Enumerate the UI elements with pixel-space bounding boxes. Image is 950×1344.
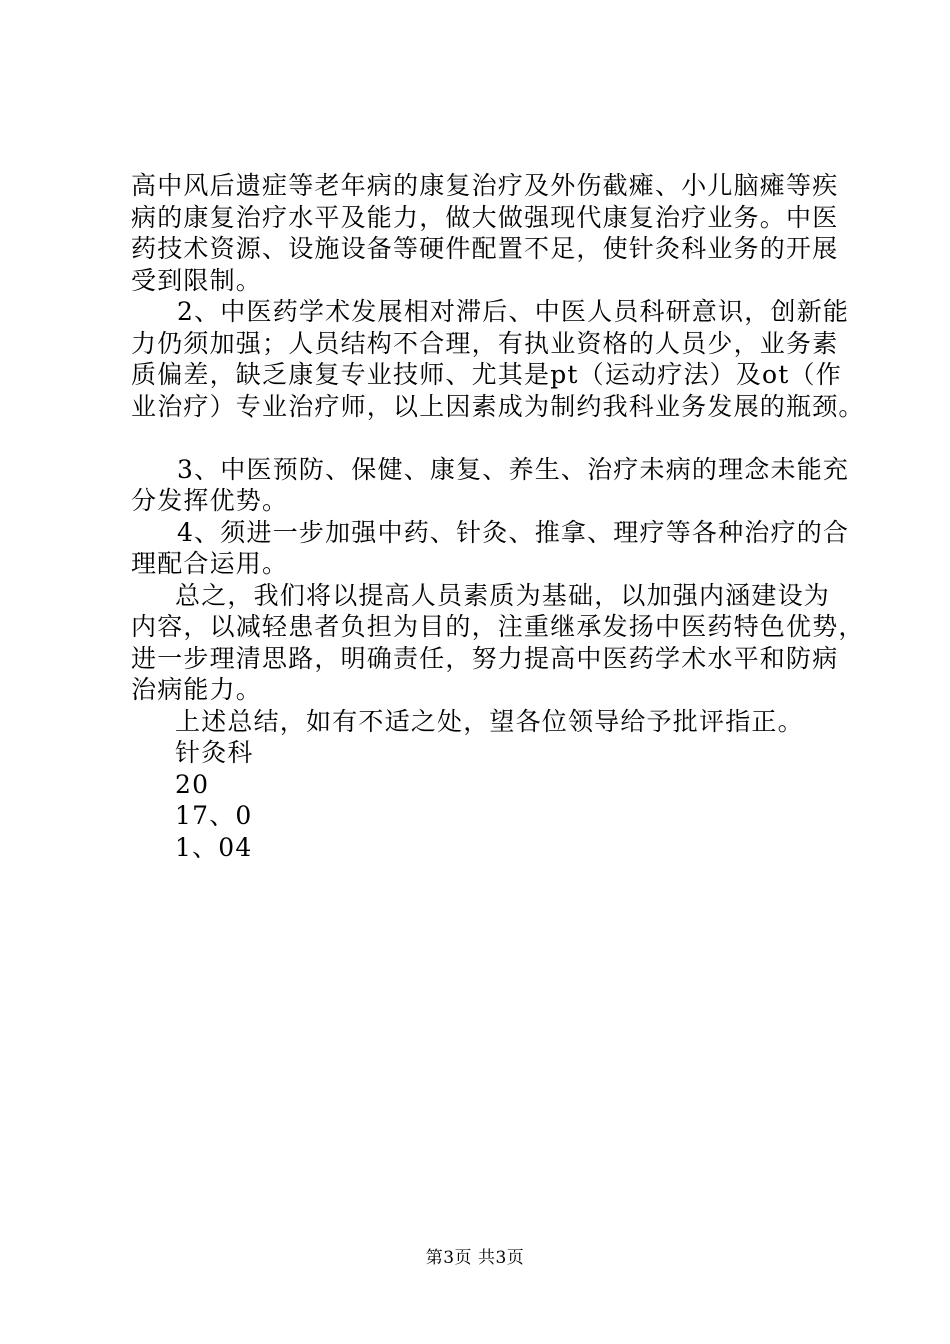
paragraph-line: 质偏差，缺乏康复专业技师、尤其是pt（运动疗法）及ot（作 <box>131 360 842 389</box>
paragraph-line: 力仍须加强；人员结构不合理，有执业资格的人员少，业务素 <box>131 328 839 358</box>
date-line: 17、0 <box>175 801 253 830</box>
page-footer: 第3页 共3页 <box>425 1248 525 1268</box>
paragraph-line: 4、须进一步加强中药、针灸、推拿、理疗等各种治疗的合 <box>177 517 850 547</box>
paragraph-line: 进一步理清思路，明确责任，努力提高中医药学术水平和防病 <box>131 643 839 673</box>
paragraph-line: 总之，我们将以提高人员素质为基础，以加强内涵建设为 <box>175 580 831 610</box>
date-line: 1、04 <box>175 832 253 862</box>
paragraph-line: 受到限制。 <box>131 265 263 295</box>
paragraph-line: 分发挥优势。 <box>131 486 289 515</box>
paragraph-line: 药技术资源、设施设备等硬件配置不足，使针灸科业务的开展 <box>131 234 839 263</box>
signature-department: 针灸科 <box>175 738 254 767</box>
date-line: 20 <box>175 769 210 799</box>
paragraph-line: 治病能力。 <box>131 675 263 704</box>
paragraph-line: 2、中医药学术发展相对滞后、中医人员科研意识，创新能 <box>177 297 850 326</box>
paragraph-gap <box>131 422 837 454</box>
paragraph-line: 内容，以减轻患者负担为目的，注重继承发扬中医药特色优势， <box>131 612 865 641</box>
paragraph-line: 高中风后遗症等老年病的康复治疗及外伤截瘫、小儿脑瘫等疾 <box>131 171 839 200</box>
paragraph-line: 上述总结，如有不适之处，望各位领导给予批评指正。 <box>175 706 804 736</box>
document-body <box>131 170 865 863</box>
paragraph-line: 病的康复治疗水平及能力，做大做强现代康复治疗业务。中医 <box>131 202 839 232</box>
paragraph-line: 业治疗）专业治疗师，以上因素成为制约我科业务发展的瓶颈。 <box>131 391 865 421</box>
paragraph-line: 3、中医预防、保健、康复、养生、治疗未病的理念未能充 <box>177 454 850 484</box>
paragraph-line: 理配合运用。 <box>131 549 289 578</box>
